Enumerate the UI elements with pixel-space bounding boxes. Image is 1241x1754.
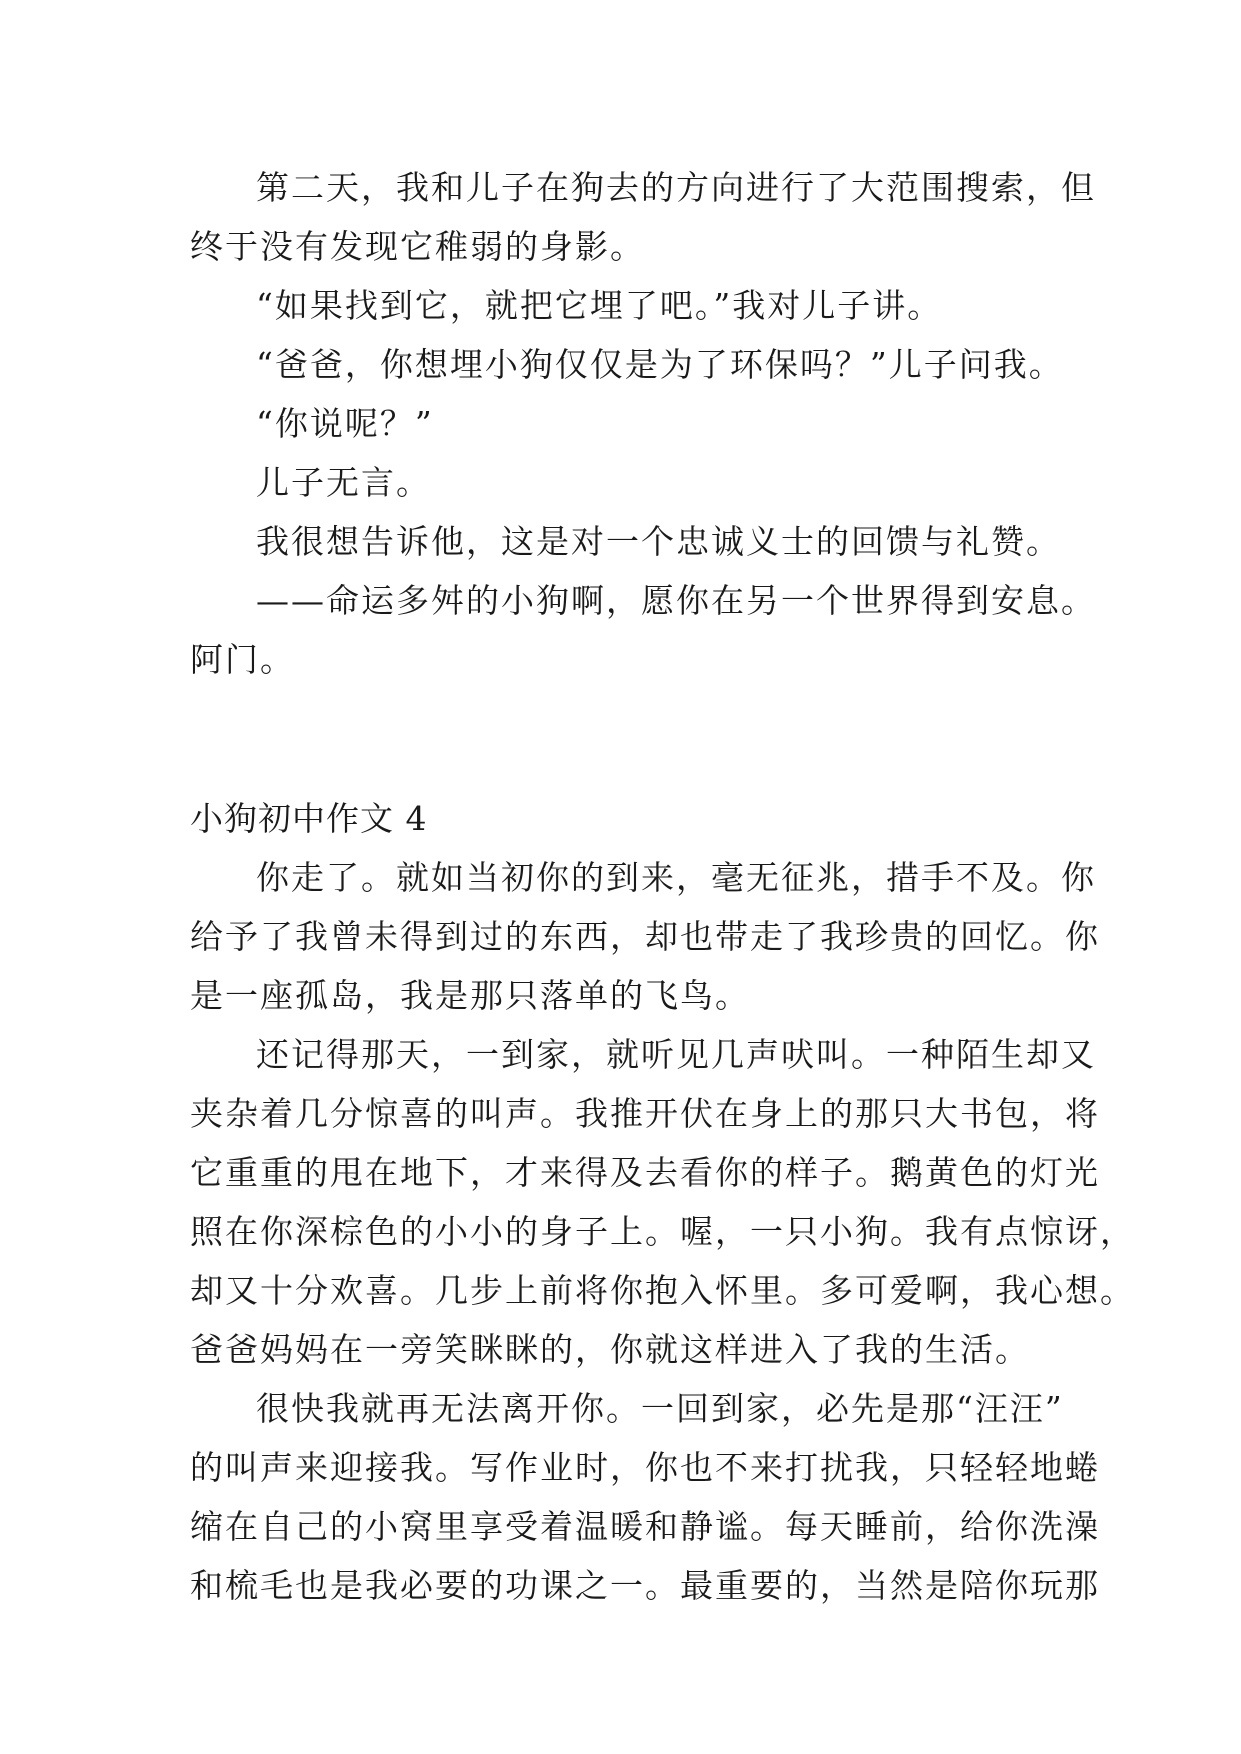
paragraph-line: “如果找到它，就把它埋了吧。”我对儿子讲。 — [256, 286, 943, 325]
paragraph-line: 你走了。就如当初你的到来，毫无征兆，措手不及。你 — [256, 858, 1096, 897]
paragraph-line: 阿门。 — [190, 640, 295, 679]
section-gap — [190, 689, 1100, 789]
paragraph-line: 很快我就再无法离开你。一回到家，必先是那“汪汪” — [256, 1389, 1064, 1428]
paragraph-line: ——命运多舛的小狗啊，愿你在另一个世界得到安息。 — [256, 581, 1096, 620]
paragraph-line: 缩在自己的小窝里享受着温暖和静谧。每天睡前，给你洗澡 — [190, 1507, 1100, 1546]
paragraph-line: 给予了我曾未得到过的东西，却也带走了我珍贵的回忆。你 — [190, 917, 1100, 956]
paragraph-line: 爸爸妈妈在一旁笑眯眯的，你就这样进入了我的生活。 — [190, 1330, 1030, 1369]
paragraph-line: 照在你深棕色的小小的身子上。喔，一只小狗。我有点惊讶， — [190, 1212, 1135, 1251]
paragraph-line: 和梳毛也是我必要的功课之一。最重要的，当然是陪你玩那 — [190, 1566, 1100, 1605]
paragraph-line: 是一座孤岛，我是那只落单的飞鸟。 — [190, 976, 750, 1015]
paragraph-line: “你说呢？” — [256, 404, 434, 443]
paragraph-line: 还记得那天，一到家，就听见几声吠叫。一种陌生却又 — [256, 1035, 1096, 1074]
paragraph-line: 儿子无言。 — [256, 463, 431, 502]
paragraph-line: 它重重的甩在地下，才来得及去看你的样子。鹅黄色的灯光 — [190, 1153, 1100, 1192]
paragraph-line: 夹杂着几分惊喜的叫声。我推开伏在身上的那只大书包，将 — [190, 1094, 1100, 1133]
section-title: 小狗初中作文 4 — [190, 799, 428, 838]
paragraph-line: “爸爸，你想埋小狗仅仅是为了环保吗？”儿子问我。 — [256, 345, 1064, 384]
essay-text — [190, 158, 1135, 1615]
paragraph-line: 却又十分欢喜。几步上前将你抱入怀里。多可爱啊，我心想。 — [190, 1271, 1135, 1310]
paragraph-line: 我很想告诉他，这是对一个忠诚义士的回馈与礼赞。 — [256, 522, 1061, 561]
paragraph-line: 第二天，我和儿子在狗去的方向进行了大范围搜索，但 — [256, 168, 1096, 207]
paragraph-line: 的叫声来迎接我。写作业时，你也不来打扰我，只轻轻地蜷 — [190, 1448, 1100, 1487]
paragraph-line: 终于没有发现它稚弱的身影。 — [190, 227, 645, 266]
